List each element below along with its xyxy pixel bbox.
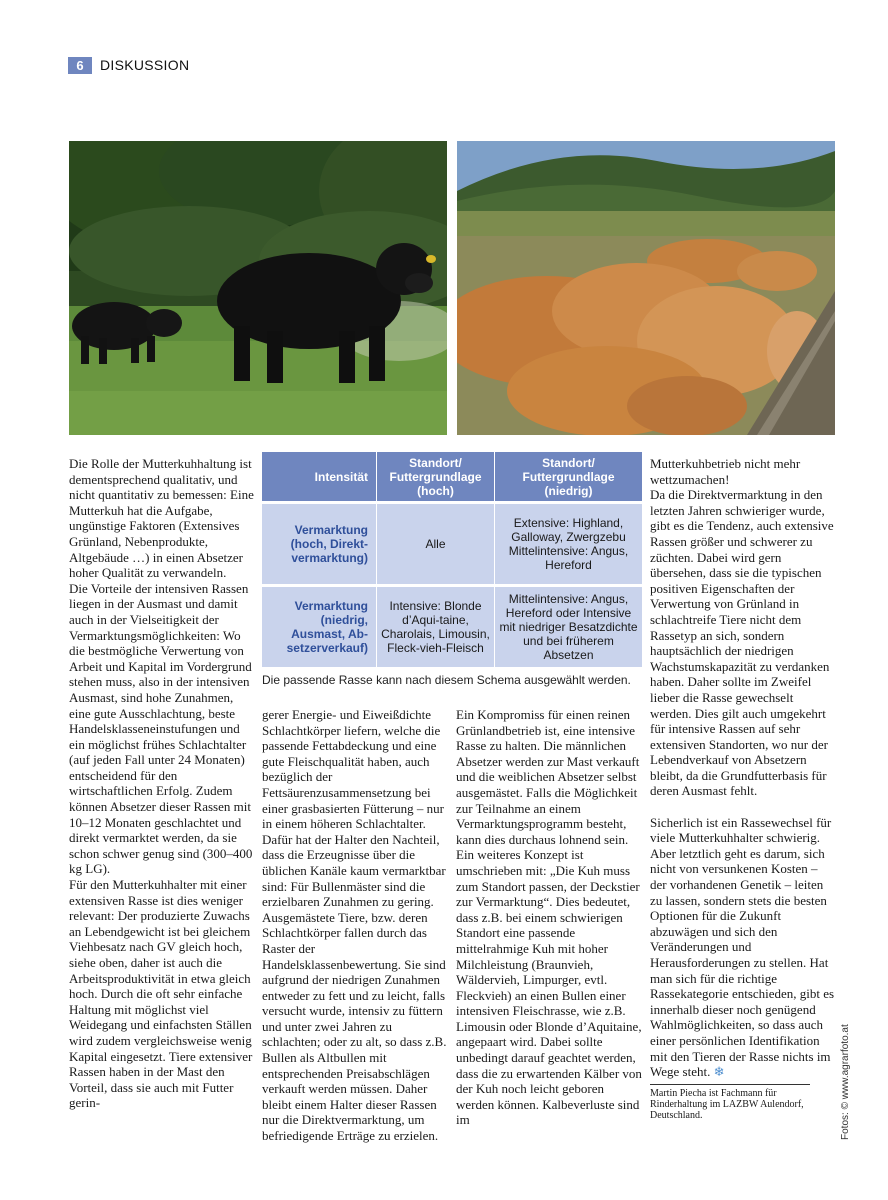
table-header-intensity: Intensität — [262, 452, 376, 501]
paragraph: Ein weiteres Konzept ist umschrieben mit: „Die Kuh muss zum Standort passen, der Deckstier zur Vermarktung“. Dies bedeutet, dass z.B. bei einem schwierigen Standort eine passende mittelrahmige Kuh mit hoher Milchleistung (Braunvieh, Wäldervieh, Limpurger, evtl. Fleckvieh) an einen Bullen einer intensiven Fleischrasse, wie z.B. Limousin oder Blonde d’Aquitaine, angepaart wird. Dabei sollte unbedingt darauf geachtet werden, dass die zu erwartenden Kälber von der Kuh noch leicht geboren werden können. Kalbeverluste sind im — [456, 847, 642, 1128]
table-header-site-low: Standort/ Futtergrundlage (niedrig) — [494, 452, 642, 501]
black-cattle-illustration — [69, 141, 447, 435]
table-header-row — [262, 452, 642, 501]
page-header — [68, 56, 189, 74]
photo-brown-cattle — [457, 141, 835, 435]
table-row-label: Vermarktung (hoch, Direkt-vermarktung) — [262, 504, 376, 584]
table-row-label: Vermarktung (niedrig, Ausmast, Ab-setzerverkauf) — [262, 587, 376, 667]
text-column-2 — [262, 707, 448, 1144]
paragraph-final — [650, 815, 836, 1080]
table-row — [262, 587, 642, 667]
section-title: DISKUSSION — [100, 57, 190, 73]
brown-cattle-illustration — [457, 141, 835, 435]
photo-black-cattle — [69, 141, 447, 435]
paragraph-spacer — [650, 799, 836, 815]
paragraph: Mutterkuhbetrieb nicht mehr wettzumachen! — [650, 456, 801, 487]
table-cell: Mittelintensive: Angus, Hereford oder Intensive mit niedriger Besatzdichte und bei früherem Absetzen — [494, 587, 642, 667]
table-row — [262, 504, 642, 584]
text-column-1 — [69, 456, 256, 1111]
table-header-site-high: Standort/ Futtergrundlage (hoch) — [376, 452, 494, 501]
paragraph: Die Rolle der Mutterkuhhaltung ist dementsprechend qualitativ, und nicht quantitativ zu bemessen: Eine Mutterkuh hat die Aufgabe, ungünstige Faktoren (Extensives Grünland, Nebenprodukte, Altgebäude …) in einen Absetzer hoher Qualität zu verwandeln. — [69, 456, 254, 581]
table-cell: Extensive: Highland, Galloway, Zwergzebu Mittelintensive: Angus, Hereford — [494, 504, 642, 584]
photo-credit-text: Fotos: © www.agrarfoto.at — [840, 1024, 851, 1140]
end-mark-icon: ❄ — [713, 1064, 725, 1080]
text-column-3 — [456, 707, 642, 1128]
table-cell: Alle — [376, 504, 494, 584]
page-number: 6 — [68, 57, 92, 74]
paragraph: gerer Energie- und Eiweißdichte Schlachtkörper liefern, welche die passende Fettabdeckung und eine gute Fleischqualität haben, auch bezüglich der Fettsäurenzusammensetzung bei einer grasbasierten Fütterung – nur in einem höheren Schlachtalter. Dafür hat der Halter den Nachteil, dass die Erzeugnisse über die üblichen Kanäle kaum vermarktbar sind: Für Bullenmäster sind die erzielbaren Zunahmen zu gering. Ausgemästete Tiere, bzw. deren Schlachtkörper fallen durch das Raster der Handelsklassenbewertung. Sie sind aufgrund der niedrigen Zunahmen entweder zu fett und zu leicht, falls versucht wurde, intensiv zu füttern und unter zwei Jahren zu schlachten; oder zu alt, so dass z.B. Bullen als Altbullen mit entsprechenden Preisabschlägen verkauft werden müssen. Daher bleibt einem Halter dieser Rassen nur die Direktvermarktung, um befriedigende Erträge zu erzielen. — [262, 707, 447, 1144]
paragraph: Die Vorteile der intensiven Rassen liegen in der Ausmast und damit auch in der Vielseitigkeit der Vermarktungsmöglichkeiten: Wo die bestmögliche Verwertung von Arbeit und Kapital im Vordergrund stehen muss, also in der intensiven Ausmast, sind hohe Zunahmen, eine gute Ausschlachtung, beste Handelsklasseneinstufungen und ein möglichst frühes Schlachtalter (auf jeden Fall unter 24 Monaten) entscheidend für den wirtschaftlichen Erfolg. Zudem können Absetzer dieser Rassen mit 10–12 Monaten geschlachtet und direkt vermarktet werden, da sie schon schwer genug sind (300–400 kg LG). — [69, 580, 253, 877]
text-column-4 — [650, 456, 836, 1121]
paragraph-text: Sicherlich ist ein Rassewechsel für viele Mutterkuhhalter schwierig. Aber letztlich geht es darum, sich nicht von versunkenen Kosten – der vorhandenen Genetik – leiten zu lassen, sondern stets die besten Optionen für die Zukunft abzuwägen und sich den Veränderungen und Herausforderungen zu stellen. Hat man sich für die richtige Rassekategorie entschieden, gibt es innerhalb dieser noch genügend Wahlmöglichkeiten, so dass auch einer persönlichen Identifikation mit den Tieren der Rasse nichts im Wege steht. — [650, 814, 835, 1080]
author-footnote: Martin Piecha ist Fachmann für Rinderhaltung im LAZBW Aulendorf, Deutschland. — [650, 1087, 804, 1121]
breed-selection-table — [262, 452, 642, 687]
paragraph: Für den Mutterkuhhalter mit einer extensiven Rasse ist dies weniger relevant: Der produzierte Zuwachs an Lebendgewicht ist bei gleichem Viehbesatz nach GV gleich hoch, siehe oben, daher ist auch die Arbeitsproduktivität in etwa gleich hoch. Durch die oft sehr einfache Haltung mit möglichst viel Weidegang und einfachsten Ställen wird zudem vergleichsweise wenig Kapital eingesetzt. Tiere extensiver Rassen haben in der Mast den Vorteil, dass sie auch mit Futter gerin- — [69, 877, 253, 1111]
paragraph: Da die Direktvermarktung in den letzten Jahren schwieriger wurde, gibt es die Tendenz, auch extensive Rassen größer und schwerer zu züchten. Dabei wird gern übersehen, dass sie die typischen positiven Eigenschaften der Verwertung von Grünland in schlachtreife Tiere nicht dem Rassetyp an sich, sondern hauptsächlich der niedrigen Wachstumskapazität zu verdanken haben. Daher sollte im Zweifel lieber die Rasse gewechselt werden. Dies gilt auch umgekehrt für intensive Rassen auf sehr extensiven Standorten, wo nur der Lebendverkauf von Absetzern bleibt, da die Grundfutterbasis für deren Ausmast fehlt. — [650, 487, 834, 799]
table-cell: Intensive: Blonde d’Aqui-taine, Charolais, Limousin, Fleck-vieh-Fleisch — [376, 587, 494, 667]
footnote-divider — [650, 1084, 810, 1085]
photo-credit — [840, 1024, 854, 1141]
table-caption: Die passende Rasse kann nach diesem Schema ausgewählt werden. — [262, 673, 631, 687]
paragraph: Ein Kompromiss für einen reinen Grünlandbetrieb ist, eine intensive Rasse zu halten. Die männlichen Absetzer werden zur Mast verkauft und die weiblichen Absetzer selbst ausgemästet. Falls die Möglichkeit zur Teilnahme an einem Vermarktungsprogramm besteht, kann dies durchaus lohnend sein. — [456, 707, 640, 847]
